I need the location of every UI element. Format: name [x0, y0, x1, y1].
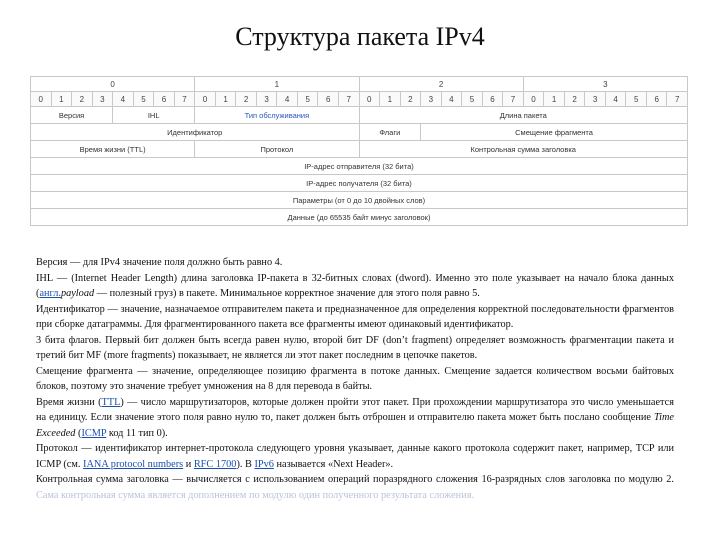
- text-span: и: [183, 458, 194, 470]
- text-span: Протокол — идентификатор интернет-протокола следующего уровня указывает, данные какого протокола содержит пакет, например, TCP или ICMP (см.: [36, 443, 674, 470]
- field-flags: Флаги: [359, 124, 421, 141]
- header-row-3: [31, 141, 688, 158]
- bit-label: 1: [380, 92, 401, 107]
- bit-label: 0: [195, 92, 216, 107]
- bit-label: 6: [154, 92, 175, 107]
- bit-label: 7: [667, 92, 688, 107]
- bit-label: 7: [174, 92, 195, 107]
- field-ttl: Время жизни (TTL): [31, 141, 195, 158]
- octet-row: [31, 77, 688, 92]
- ipv4-header-table: [30, 76, 688, 226]
- bit-label: 3: [421, 92, 442, 107]
- bit-label: 5: [133, 92, 154, 107]
- bit-label: 7: [503, 92, 524, 107]
- text-span: ). В: [236, 458, 255, 470]
- bit-label: 2: [564, 92, 585, 107]
- italic-term: payload: [60, 288, 95, 299]
- text-span: Контрольная сумма заголовка — вычисляется с использованием операций поразрядного сложения 16-разрядных слов заголовка по модулю 2.: [36, 474, 674, 485]
- bit-label: 2: [236, 92, 257, 107]
- bit-label: 4: [113, 92, 134, 107]
- paragraph-version: Версия — для IPv4 значение поля должно быть равно 4.: [36, 257, 283, 268]
- bit-label: 5: [626, 92, 647, 107]
- paragraph-ihl: [36, 271, 674, 302]
- bit-label: 3: [256, 92, 277, 107]
- bit-label: 6: [482, 92, 503, 107]
- field-total-length: Длина пакета: [359, 107, 688, 124]
- octet-label: 1: [195, 77, 359, 92]
- text-span: IHL — (Internet Header Length) длина заголовка IP-пакета в 32-битных словах (dword). Именно это поле указывает на начало блока данных (: [36, 272, 674, 299]
- octet-label: 2: [359, 77, 523, 92]
- field-fragment-offset: Смещение фрагмента: [421, 124, 688, 141]
- bit-label: 1: [51, 92, 72, 107]
- bit-label: 4: [605, 92, 626, 107]
- field-protocol: Протокол: [195, 141, 359, 158]
- field-source-address: IP-адрес отправителя (32 бита): [31, 158, 688, 175]
- bit-row: [31, 92, 688, 107]
- bit-label: 4: [441, 92, 462, 107]
- description-text: [36, 255, 674, 503]
- paragraph-fragment-offset: Смещение фрагмента — значение, определяющее позицию фрагмента в потоке данных. Смещение задается количеством восьми байтовых блоков, поэтому это значение требует умножения на 8 для перевода в байты.: [36, 365, 674, 392]
- header-row-7: [31, 209, 688, 226]
- field-data: Данные (до 65535 байт минус заголовок): [31, 209, 688, 226]
- bit-label: 4: [277, 92, 298, 107]
- text-span: (: [75, 427, 82, 439]
- italic-term: Time Exceeded: [36, 412, 674, 439]
- text-span: называется «Next Header».: [273, 458, 394, 470]
- header-row-6: [31, 192, 688, 209]
- paragraph-checksum: [36, 472, 674, 503]
- text-span: Время жизни (: [36, 396, 102, 408]
- bit-label: 2: [400, 92, 421, 107]
- paragraph-ttl: [36, 395, 674, 442]
- bit-label: 6: [318, 92, 339, 107]
- link-ipv6[interactable]: IPv6: [254, 458, 274, 470]
- field-options: Параметры (от 0 до 10 двойных слов): [31, 192, 688, 209]
- text-span: — полезный груз) в пакете. Минимальное корректное значение для этого поля равно 5.: [94, 288, 480, 299]
- bit-label: 0: [359, 92, 380, 107]
- faded-text: Сама контрольная сумма является дополнением по модулю один полученного результата сложения.: [36, 489, 475, 501]
- paragraph-identifier: Идентификатор — значение, назначаемое отправителем пакета и предназначенное для определения корректной последовательности фрагментов при сборке датаграммы. Для фрагментированного пакета все фрагменты имеют одинаковый идентификатор.: [36, 303, 674, 330]
- bit-label: 5: [462, 92, 483, 107]
- link-iana-protocol-numbers[interactable]: IANA protocol numbers: [83, 458, 184, 470]
- header-row-5: [31, 175, 688, 192]
- text-span: код 11 тип 0).: [106, 427, 168, 439]
- link-english[interactable]: англ.: [39, 288, 61, 299]
- bit-label: 1: [215, 92, 236, 107]
- bit-label: 3: [92, 92, 113, 107]
- bit-label: 0: [523, 92, 544, 107]
- bit-label: 3: [585, 92, 606, 107]
- bit-label: 7: [338, 92, 359, 107]
- field-identification: Идентификатор: [31, 124, 360, 141]
- text-span: ) — число маршрутизаторов, которые должен пройти этот пакет. При прохождении маршрутизатора это число уменьшается на единицу. Если значение этого поля равно нулю то, пакет должен быть отброшен и отправителю пакета может быть послано сообщение: [36, 396, 674, 423]
- link-ttl[interactable]: TTL: [101, 396, 121, 408]
- header-row-1: [31, 107, 688, 124]
- field-ihl: IHL: [113, 107, 195, 124]
- bit-label: 2: [72, 92, 93, 107]
- octet-label: 3: [523, 77, 687, 92]
- slide-title: Структура пакета IPv4: [235, 22, 485, 51]
- bit-label: 1: [544, 92, 565, 107]
- paragraph-flags: 3 бита флагов. Первый бит должен быть всегда равен нулю, второй бит DF (don’t fragment) определяет возможность фрагментации пакета и третий бит MF (more fragments) показывает, не является ли этот пакет последним в цепочке пакетов.: [36, 334, 674, 361]
- field-type-of-service[interactable]: Тип обслуживания: [195, 107, 359, 124]
- bit-label: 6: [646, 92, 667, 107]
- link-icmp[interactable]: ICMP: [81, 427, 107, 439]
- header-row-4: [31, 158, 688, 175]
- field-destination-address: IP-адрес получателя (32 бита): [31, 175, 688, 192]
- octet-label: 0: [31, 77, 195, 92]
- field-header-checksum: Контрольная сумма заголовка: [359, 141, 688, 158]
- link-rfc-1700[interactable]: RFC 1700: [193, 458, 237, 470]
- bit-label: 5: [297, 92, 318, 107]
- paragraph-protocol: [36, 441, 674, 472]
- field-version: Версия: [31, 107, 113, 124]
- bit-label: 0: [31, 92, 52, 107]
- header-row-2: [31, 124, 688, 141]
